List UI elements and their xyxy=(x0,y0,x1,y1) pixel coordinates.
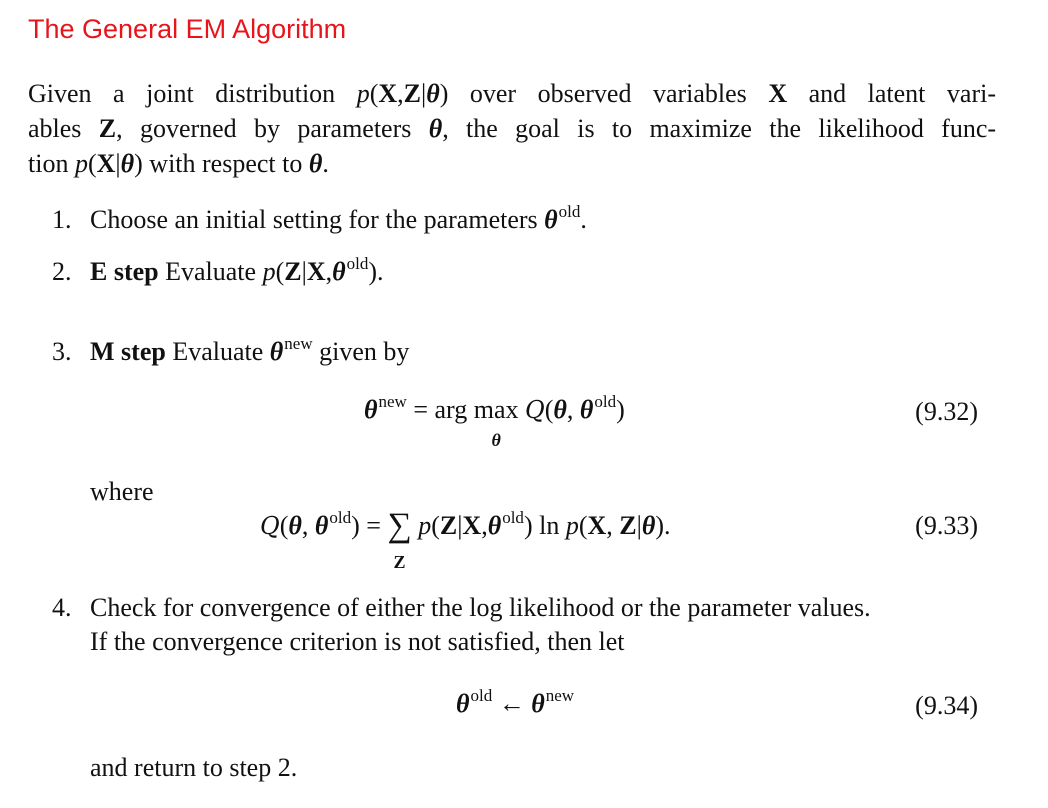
intro-paragraph xyxy=(28,76,996,181)
equation-9-32: $\theta^{new}$ = arg max θ Q(θ, $\theta^{old}$) xyxy=(364,392,625,450)
intro-line-3: tion p(X|θ) with respect to θ. xyxy=(28,149,329,178)
step-4 xyxy=(52,592,871,624)
box-title: The General EM Algorithm xyxy=(28,14,347,44)
intro-line-1: Given a joint distribution p(X,Z|θ) over observed variables X and latent vari- xyxy=(28,79,996,108)
step-4-line-2: If the convergence criterion is not satisfied, then let xyxy=(90,627,625,656)
step-4-line-1: Check for convergence of either the log likelihood or the parameter values. xyxy=(90,593,871,622)
step-3: 3. M step Evaluate $\theta^{new}$ given by xyxy=(52,334,410,366)
equation-number-9-33: (9.33) xyxy=(915,511,978,540)
step-1-text: Choose an initial setting for the parameters xyxy=(90,205,545,234)
equation-9-33: Q(θ, $\theta^{old}$) = ∑ Z $p(Z|X,\theta^{old})$ ln p(X, Z|θ). xyxy=(260,507,671,572)
step-1: 1. Choose an initial setting for the parameters $\theta^{old}$. xyxy=(52,202,587,234)
argmax-operator: max θ xyxy=(473,395,519,450)
step-4-number: 4. xyxy=(52,593,72,622)
step-2-label: E step xyxy=(90,257,159,286)
step-2-text: Evaluate xyxy=(158,257,263,286)
step-3-number: 3. xyxy=(52,337,72,366)
sum-operator: ∑ Z xyxy=(387,507,412,572)
step-2: 2. E step Evaluate $p(Z|X,\theta^{old})$. xyxy=(52,254,384,286)
equation-number-9-34: (9.34) xyxy=(915,691,978,720)
step-1-number: 1. xyxy=(52,205,72,234)
step-2-number: 2. xyxy=(52,257,72,286)
equation-number-9-32: (9.32) xyxy=(915,397,978,426)
step-3-label: M step xyxy=(90,337,166,366)
intro-line-2: ables Z, governed by parameters θ, the goal is to maximize the likelihood func- xyxy=(28,114,997,143)
where-label: where xyxy=(90,477,154,506)
equation-9-34: $\theta^{old}$ ← $\theta^{new}$ xyxy=(456,686,575,718)
return-text: and return to step 2. xyxy=(90,753,298,782)
